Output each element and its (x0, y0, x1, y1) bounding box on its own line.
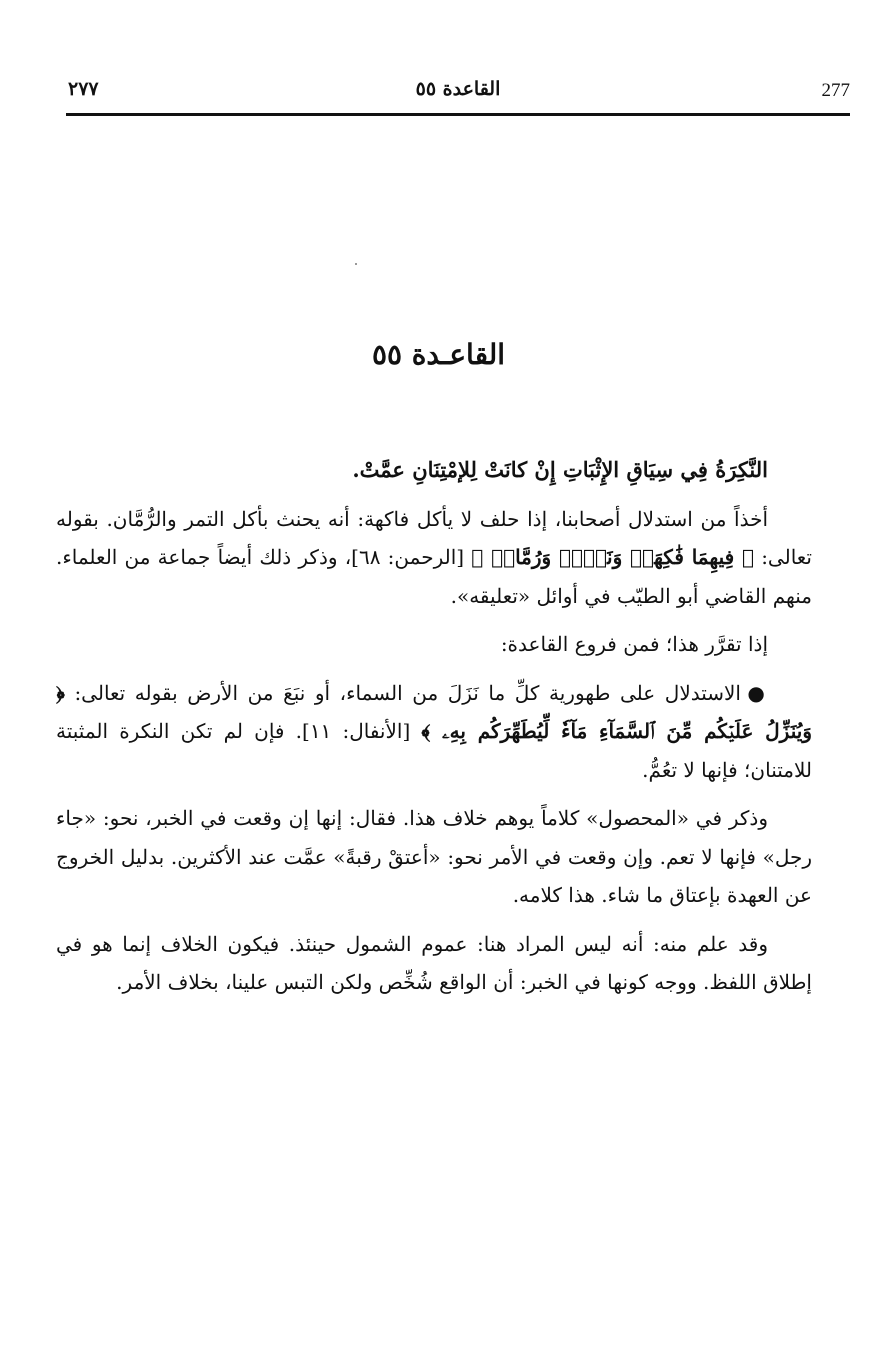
page-number-arabic: ٢٧٧ (68, 78, 99, 100)
rule-statement (56, 451, 812, 490)
paragraph-evidence (56, 500, 812, 616)
chapter-title: القاعـدة ٥٥ (371, 338, 506, 371)
paragraph-branch-1-text-b: [الأنفال: ١١]. فإن لم تكن النكرة المثبتة للامتنان؛ فإنها لا تعُمُّ. (56, 719, 812, 782)
paragraph-branches-intro: إذا تقرَّر هذا؛ فمن فروع القاعدة: (500, 632, 768, 656)
scan-speck (355, 263, 357, 265)
quran-verse-rahman: ﴿ فِيهِمَا فَٰكِهَةٞ وَنَخۡلٞ وَرُمَّانٞ ﴾ (471, 545, 754, 569)
rule-text: النَّكِرَةُ فِي سِيَاقِ الإِثْبَاتِ إِنْ كانَتْ لِلإمْتِنَانِ عمَّتْ. (352, 457, 768, 482)
paragraph-evidence-text-b: [الرحمن: ٦٨]، وذكر ذلك أيضاً جماعة من العلماء. منهم القاضي أبو الطيّب في أوائل «تعليقه». (56, 545, 812, 608)
paragraph-branch-1 (56, 674, 812, 790)
running-title: القاعدة ٥٥ (415, 78, 501, 100)
paragraph-evidence-text-a: أخذاً من استدلال أصحابنا، إذا حلف لا يأكل فاكهة: أنه يحنث بأكل التمر والرُّمَّان. بقوله تعالى: (56, 506, 813, 569)
page-header (66, 76, 850, 108)
paragraph-conclusion: وقد علم منه: أنه ليس المراد هنا: عموم الشمول حينئذ. فيكون الخلاف إنما هو في إطلاق اللفظ. ووجه كونها في الخبر: أن الواقع شُخِّص ولكن التبس علينا، بخلاف الأمر. (56, 931, 812, 994)
paragraph-branch-1-text-a: الاستدلال على طهورية كلِّ ما نَزَلَ من السماء، أو نبَعَ من الأرض بقوله تعالى: (64, 680, 748, 705)
bullet-icon: ● (747, 680, 769, 705)
body-text (56, 451, 812, 1002)
page-number-latin: 277 (821, 80, 850, 101)
paragraph-mahsul: وذكر في «المحصول» كلاماً يوهم خلاف هذا. فقال: إنها إن وقعت في الخبر، نحو: «جاء رجل» فإنها لا تعم. وإن وقعت في الأمر نحو: «أعتقْ رقبةً» عمَّت عند الأكثرين. بدليل الخروج عن العهدة بإعتاق ما شاء. هذا كلامه. (56, 806, 812, 907)
header-rule (66, 113, 850, 116)
quran-verse-anfal: ﴿ وَيُنَزِّلُ عَلَيۡكُم مِّنَ ٱلسَّمَآءِ مَآءٗ لِّيُطَهِّرَكُم بِهِۦ ﴾ (56, 680, 812, 743)
